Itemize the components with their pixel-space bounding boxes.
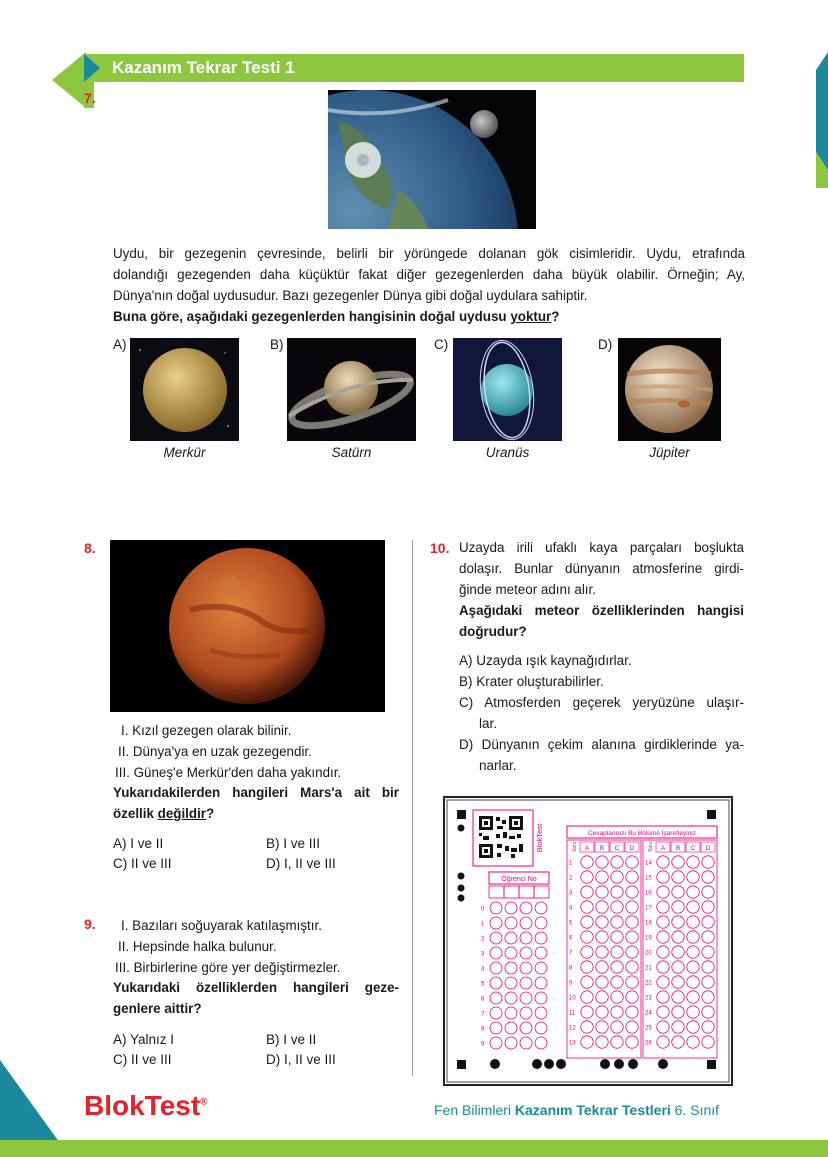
q9-answer-a[interactable]: A) Yalnız I (113, 1032, 175, 1047)
brand-logo-text: BlokTest (84, 1090, 201, 1121)
question-row-number: 17 (645, 905, 652, 912)
q10-question-line-1: Aşağıdaki meteor özelliklerinden hangisi (459, 603, 744, 618)
q10-answer-b[interactable]: B) Krater oluşturabilirler. (459, 674, 604, 689)
digit-label: 6 (481, 996, 485, 1003)
answer-bubble[interactable] (672, 991, 684, 1003)
digit-label: 4 (481, 966, 485, 973)
jupiter-image[interactable] (618, 338, 721, 441)
student-no-bubble[interactable] (535, 902, 547, 914)
answer-bubble[interactable] (657, 946, 669, 958)
answer-bubble[interactable] (596, 976, 608, 988)
answer-bubble[interactable] (581, 991, 593, 1003)
q7-option-b-caption: Satürn (331, 445, 372, 460)
student-no-bubble[interactable] (505, 977, 517, 989)
student-no-bubble[interactable] (535, 1007, 547, 1019)
digit-label: 0 (481, 906, 485, 913)
q10-answer-a[interactable]: A) Uzayda ışık kaynağıdırlar. (459, 653, 632, 668)
question-row-number: 8 (569, 965, 573, 972)
question-row-number: 13 (569, 1040, 576, 1047)
question-row-number: 1 (569, 860, 573, 867)
q7-line-3: Dünya'nın doğal uydusudur. Bazı gezegenler Dünya gibi doğal uydulara sahiptir. (113, 288, 588, 303)
digit-label: 3 (481, 951, 485, 958)
answer-bubble[interactable] (611, 976, 623, 988)
answer-bubble[interactable] (702, 946, 714, 958)
q9-question-line-2: genlere aittir? (113, 1001, 202, 1016)
answer-bubble[interactable] (611, 901, 623, 913)
answer-bubble[interactable] (657, 901, 669, 913)
q7-question-text: Buna göre, aşağıdaki gezegenlerden hangisinin doğal uydusu (113, 309, 511, 324)
answer-bubble[interactable] (702, 886, 714, 898)
answer-bubble[interactable] (596, 916, 608, 928)
answer-bubble[interactable] (611, 931, 623, 943)
student-no-bubble[interactable] (520, 962, 532, 974)
answer-bubble[interactable] (626, 886, 638, 898)
question-row-number: 22 (645, 980, 652, 987)
answer-bubble[interactable] (581, 1006, 593, 1018)
page-title: Kazanım Tekrar Testi 1 (112, 58, 295, 77)
student-no-bubble[interactable] (490, 1022, 502, 1034)
student-no-bubble[interactable] (505, 962, 517, 974)
student-no-bubble[interactable] (505, 1037, 517, 1049)
q7-option-a-letter[interactable]: A) (113, 337, 127, 352)
digit-label: 2 (481, 936, 485, 943)
answer-bubble[interactable] (687, 1036, 699, 1048)
answer-bubble[interactable] (687, 991, 699, 1003)
question-row-number: 18 (645, 920, 652, 927)
q7-line-2: dolandığı gezegenden daha küçüktür fakat diğer gezegenlerden daha büyük olabilir. Örneğin; Ay, (113, 267, 745, 282)
answer-bubble[interactable] (611, 886, 623, 898)
choice-letter: B (675, 845, 681, 852)
answer-bubble[interactable] (626, 856, 638, 868)
question-row-number: 9 (569, 980, 573, 987)
question-row-number: 5 (569, 920, 573, 927)
answer-bubble[interactable] (657, 1006, 669, 1018)
digit-label: 5 (481, 981, 485, 988)
q8-question-line-2 (113, 803, 399, 824)
question-row-number: 3 (569, 890, 573, 897)
question-row-number: 20 (645, 950, 652, 957)
answer-bubble[interactable] (702, 871, 714, 883)
q8-statement-1: I. Kızıl gezegen olarak bilinir. (121, 723, 292, 738)
answer-bubble[interactable] (702, 916, 714, 928)
answer-bubble[interactable] (657, 1036, 669, 1048)
answer-bubble[interactable] (672, 946, 684, 958)
answer-bubble[interactable] (702, 961, 714, 973)
student-no-bubble[interactable] (520, 1037, 532, 1049)
q8-question-mark: ? (206, 806, 215, 821)
q10-question-line-2: doğrudur? (459, 624, 527, 639)
answer-bubble[interactable] (581, 1036, 593, 1048)
student-no-bubble[interactable] (505, 902, 517, 914)
answer-bubble[interactable] (626, 901, 638, 913)
student-no-bubble[interactable] (505, 947, 517, 959)
q7-option-a-caption: Merkür (163, 445, 206, 460)
page-number: 6 (44, 1106, 51, 1118)
q10-answer-c[interactable]: C) Atmosferden geçerek yeryüzüne ulaşır- (459, 695, 744, 710)
answer-bubble[interactable] (596, 961, 608, 973)
q8-statement-3: III. Güneş'e Merkür'den daha yakındır. (115, 765, 342, 780)
footer-bar (0, 1140, 828, 1157)
answer-bubble[interactable] (611, 871, 623, 883)
choice-letter: A (660, 845, 666, 852)
question-row-number: 6 (569, 935, 573, 942)
question-number: 10. (430, 540, 450, 556)
student-no-bubble[interactable] (535, 992, 547, 1004)
q9-statement-1: I. Bazıları soğuyarak katılaşmıştır. (121, 918, 322, 933)
answer-bubble[interactable] (657, 916, 669, 928)
answer-sheet-graphic (445, 798, 731, 1084)
answer-bubble[interactable] (687, 856, 699, 868)
answer-bubble[interactable] (687, 886, 699, 898)
q8-statements (115, 720, 342, 783)
question-row-number: 25 (645, 1025, 652, 1032)
student-no-bubble[interactable] (535, 977, 547, 989)
choice-letter: A (584, 845, 590, 852)
answer-bubble[interactable] (626, 1036, 638, 1048)
student-no-bubble[interactable] (490, 962, 502, 974)
sheet-instruction: Cevaplarınızı Bu Bölüme İşaretleyiniz (587, 830, 697, 837)
q10-answers (459, 650, 744, 776)
answer-bubble[interactable] (672, 976, 684, 988)
answer-column-frame (567, 840, 641, 1058)
q7-line-1: Uydu, bir gezegenin çevresinde, belirli bir yörüngede dolanan gök cisimleridir. Uydu, etrafında (113, 246, 745, 261)
question-row-number: 26 (645, 1040, 652, 1047)
student-no-bubble[interactable] (520, 1007, 532, 1019)
answer-bubble[interactable] (596, 931, 608, 943)
footer-series-title (434, 1102, 719, 1118)
answer-bubble[interactable] (626, 946, 638, 958)
answer-bubble[interactable] (687, 1006, 699, 1018)
answer-bubble[interactable] (626, 1006, 638, 1018)
student-no-bubble[interactable] (490, 992, 502, 1004)
answer-bubble[interactable] (687, 1021, 699, 1033)
q7-question-underlined: yoktur (510, 309, 552, 324)
answer-bubble[interactable] (581, 961, 593, 973)
student-no-bubble[interactable] (535, 917, 547, 929)
answer-bubble[interactable] (657, 1021, 669, 1033)
student-no-bubble[interactable] (505, 917, 517, 929)
q9-answer-b[interactable]: B) I ve II (266, 1032, 317, 1047)
question-row-number: 11 (569, 1010, 576, 1017)
student-no-bubble[interactable] (520, 917, 532, 929)
answer-bubble[interactable] (687, 916, 699, 928)
student-no-bubble[interactable] (505, 1007, 517, 1019)
answer-sheet (443, 796, 733, 1086)
student-no-bubble[interactable] (520, 977, 532, 989)
q7-option-d-letter[interactable]: D) (598, 337, 613, 352)
answer-bubble[interactable] (687, 931, 699, 943)
q7-question (113, 306, 745, 327)
q7-passage (113, 243, 745, 327)
answer-bubble[interactable] (611, 961, 623, 973)
q10-answer-c-cont: lar. (479, 716, 498, 731)
choice-letter: B (599, 845, 605, 852)
footer-series: Kazanım Tekrar Testleri (514, 1102, 671, 1118)
q10-line-3: ğinde meteor adını alır. (459, 582, 596, 597)
answer-bubble[interactable] (611, 1021, 623, 1033)
q7-option-c-letter[interactable]: C) (434, 337, 449, 352)
answer-bubble[interactable] (581, 1021, 593, 1033)
answer-bubble[interactable] (581, 931, 593, 943)
answer-bubble[interactable] (626, 991, 638, 1003)
question-row-number: 24 (645, 1010, 652, 1017)
q7-option-b-letter[interactable]: B) (270, 337, 284, 352)
student-no-bubble[interactable] (520, 992, 532, 1004)
q8-question (113, 782, 399, 824)
q10-answer-d[interactable]: D) Dünyanın çekim alanına girdiklerinde ya- (459, 737, 744, 752)
student-no-bubble[interactable] (535, 962, 547, 974)
answer-bubble[interactable] (581, 856, 593, 868)
choice-letter: D (629, 845, 635, 852)
student-no-bubble[interactable] (520, 932, 532, 944)
answer-bubble[interactable] (672, 871, 684, 883)
q9-question (113, 977, 399, 1019)
q8-answer-c[interactable]: C) II ve III (113, 856, 172, 871)
mercury-image[interactable] (130, 338, 239, 441)
student-no-bubble[interactable] (490, 947, 502, 959)
answer-bubble[interactable] (672, 1036, 684, 1048)
sheet-brand: BlokTest (535, 823, 544, 853)
digit-label: 8 (481, 1026, 485, 1033)
answer-bubble[interactable] (657, 961, 669, 973)
q10-answer-d-cont: narlar. (479, 758, 517, 773)
q8-answer-d[interactable]: D) I, II ve III (266, 856, 336, 871)
question-row-number: 16 (645, 890, 652, 897)
digit-label: 9 (481, 1041, 485, 1048)
student-no-bubble[interactable] (490, 902, 502, 914)
footer-subject: Fen Bilimleri (434, 1102, 515, 1118)
student-no-bubble[interactable] (520, 947, 532, 959)
answer-bubble[interactable] (702, 991, 714, 1003)
question-row-number: 14 (645, 860, 652, 867)
student-no-box[interactable] (489, 886, 504, 898)
q8-statement-2: II. Dünya'ya en uzak gezegendir. (118, 744, 312, 759)
answer-bubble[interactable] (657, 976, 669, 988)
student-no-bubble[interactable] (505, 932, 517, 944)
answer-bubble[interactable] (581, 886, 593, 898)
answer-bubble[interactable] (702, 1021, 714, 1033)
answer-bubble[interactable] (687, 976, 699, 988)
student-no-box[interactable] (534, 886, 549, 898)
question-row-number: 23 (645, 995, 652, 1002)
student-no-box[interactable] (519, 886, 534, 898)
answer-bubble[interactable] (672, 901, 684, 913)
q9-statement-3: III. Birbirlerine göre yer değiştirmezler. (115, 960, 341, 975)
answer-bubble[interactable] (611, 946, 623, 958)
q9-statements (115, 915, 341, 978)
answer-bubble[interactable] (702, 1036, 714, 1048)
answer-bubble[interactable] (581, 871, 593, 883)
q10-line-1: Uzayda irili ufaklı kaya parçaları boşlukta (459, 540, 744, 555)
answer-bubble[interactable] (657, 991, 669, 1003)
answer-bubble[interactable] (687, 871, 699, 883)
answer-bubble[interactable] (672, 1021, 684, 1033)
answer-bubble[interactable] (702, 976, 714, 988)
digit-label: 7 (481, 1011, 485, 1018)
mars-image (110, 540, 385, 712)
question-number: 7. (84, 90, 96, 106)
question-row-number: 10 (569, 995, 576, 1002)
q9-question-line-1: Yukarıdaki özelliklerden hangileri geze- (113, 980, 399, 995)
question-row-number: 19 (645, 935, 652, 942)
saturn-image[interactable] (287, 338, 416, 441)
answer-bubble[interactable] (596, 1021, 608, 1033)
q8-question-underlined: değildir (157, 806, 207, 821)
question-row-number: 15 (645, 875, 652, 882)
q8-question-line-1: Yukarıdakilerden hangileri Mars'a ait bir (113, 785, 399, 800)
question-number: 8. (84, 540, 96, 556)
answer-bubble[interactable] (596, 1006, 608, 1018)
answer-bubble[interactable] (581, 946, 593, 958)
answer-bubble[interactable] (581, 901, 593, 913)
answer-bubble[interactable] (626, 1021, 638, 1033)
earth-moon-image (328, 90, 536, 229)
answer-bubble[interactable] (611, 1036, 623, 1048)
student-no-bubble[interactable] (490, 917, 502, 929)
answer-bubble[interactable] (596, 886, 608, 898)
answer-bubble[interactable] (581, 976, 593, 988)
question-row-number: 12 (569, 1025, 576, 1032)
q7-question-mark: ? (551, 309, 560, 324)
student-no-label: Öğrenci No (501, 876, 537, 883)
answer-bubble[interactable] (702, 901, 714, 913)
student-no-bubble[interactable] (535, 932, 547, 944)
student-no-bubble[interactable] (535, 1037, 547, 1049)
answer-bubble[interactable] (626, 976, 638, 988)
choice-letter: C (690, 845, 696, 852)
student-no-bubble[interactable] (520, 1022, 532, 1034)
question-number: 9. (84, 916, 96, 932)
student-no-bubble[interactable] (520, 902, 532, 914)
question-row-number: 2 (569, 875, 573, 882)
answer-bubble[interactable] (596, 856, 608, 868)
header-arrow-decoration (52, 52, 86, 108)
registered-mark: ® (200, 1096, 208, 1108)
answer-bubble[interactable] (702, 856, 714, 868)
q9-statement-2: II. Hepsinde halka bulunur. (118, 939, 277, 954)
answer-bubble[interactable] (687, 961, 699, 973)
answer-bubble[interactable] (672, 856, 684, 868)
q7-option-d-caption: Jüpiter (649, 445, 690, 460)
student-no-bubble[interactable] (505, 1022, 517, 1034)
answer-bubble[interactable] (672, 961, 684, 973)
answer-bubble[interactable] (687, 901, 699, 913)
answer-bubble[interactable] (626, 961, 638, 973)
uranus-image[interactable] (453, 338, 562, 441)
answer-bubble[interactable] (596, 871, 608, 883)
student-no-box[interactable] (504, 886, 519, 898)
q8-answer-a[interactable]: A) I ve II (113, 836, 164, 851)
q8-answer-b[interactable]: B) I ve III (266, 836, 321, 851)
choice-letter: C (614, 845, 620, 852)
student-no-bubble[interactable] (505, 992, 517, 1004)
answer-bubble[interactable] (672, 931, 684, 943)
answer-bubble[interactable] (702, 1006, 714, 1018)
answer-bubble[interactable] (626, 871, 638, 883)
answer-bubble[interactable] (596, 991, 608, 1003)
q10-line-2: dolaşır. Bunlar dünyanın atmosferine girdi- (459, 561, 744, 576)
answer-bubble[interactable] (702, 931, 714, 943)
answer-bubble[interactable] (611, 856, 623, 868)
answer-bubble[interactable] (657, 856, 669, 868)
answer-bubble[interactable] (672, 1006, 684, 1018)
q8-question-text: özellik (113, 806, 158, 821)
soru-label: Soru (572, 841, 578, 852)
student-no-bubble[interactable] (535, 1022, 547, 1034)
answer-bubble[interactable] (657, 871, 669, 883)
soru-label: Soru (648, 841, 654, 852)
answer-bubble[interactable] (672, 886, 684, 898)
edge-tab-decoration (816, 52, 828, 188)
answer-bubble[interactable] (672, 916, 684, 928)
column-divider (412, 540, 413, 1076)
choice-letter: D (705, 845, 711, 852)
answer-bubble[interactable] (596, 901, 608, 913)
question-row-number: 7 (569, 950, 573, 957)
answer-bubble[interactable] (626, 931, 638, 943)
answer-bubble[interactable] (657, 931, 669, 943)
answer-bubble[interactable] (657, 886, 669, 898)
student-no-bubble[interactable] (490, 1037, 502, 1049)
footer-grade: 6. Sınıf (670, 1102, 720, 1118)
answer-bubble[interactable] (596, 1036, 608, 1048)
student-no-bubble[interactable] (535, 947, 547, 959)
header-flag-icon (84, 54, 100, 82)
answer-bubble[interactable] (626, 916, 638, 928)
question-row-number: 21 (645, 965, 652, 972)
student-no-bubble[interactable] (490, 1007, 502, 1019)
q9-answer-d[interactable]: D) I, II ve III (266, 1052, 336, 1067)
q9-answer-c[interactable]: C) II ve III (113, 1052, 172, 1067)
answer-bubble[interactable] (596, 946, 608, 958)
student-no-bubble[interactable] (490, 977, 502, 989)
digit-label: 1 (481, 921, 485, 928)
answer-bubble[interactable] (611, 916, 623, 928)
student-no-bubble[interactable] (490, 932, 502, 944)
answer-bubble[interactable] (611, 991, 623, 1003)
answer-bubble[interactable] (687, 946, 699, 958)
answer-column-frame (643, 840, 717, 1058)
q10-passage (459, 537, 744, 642)
answer-bubble[interactable] (611, 1006, 623, 1018)
answer-bubble[interactable] (581, 916, 593, 928)
q7-option-c-caption: Uranüs (485, 445, 530, 460)
question-row-number: 4 (569, 905, 573, 912)
brand-logo (84, 1090, 208, 1122)
